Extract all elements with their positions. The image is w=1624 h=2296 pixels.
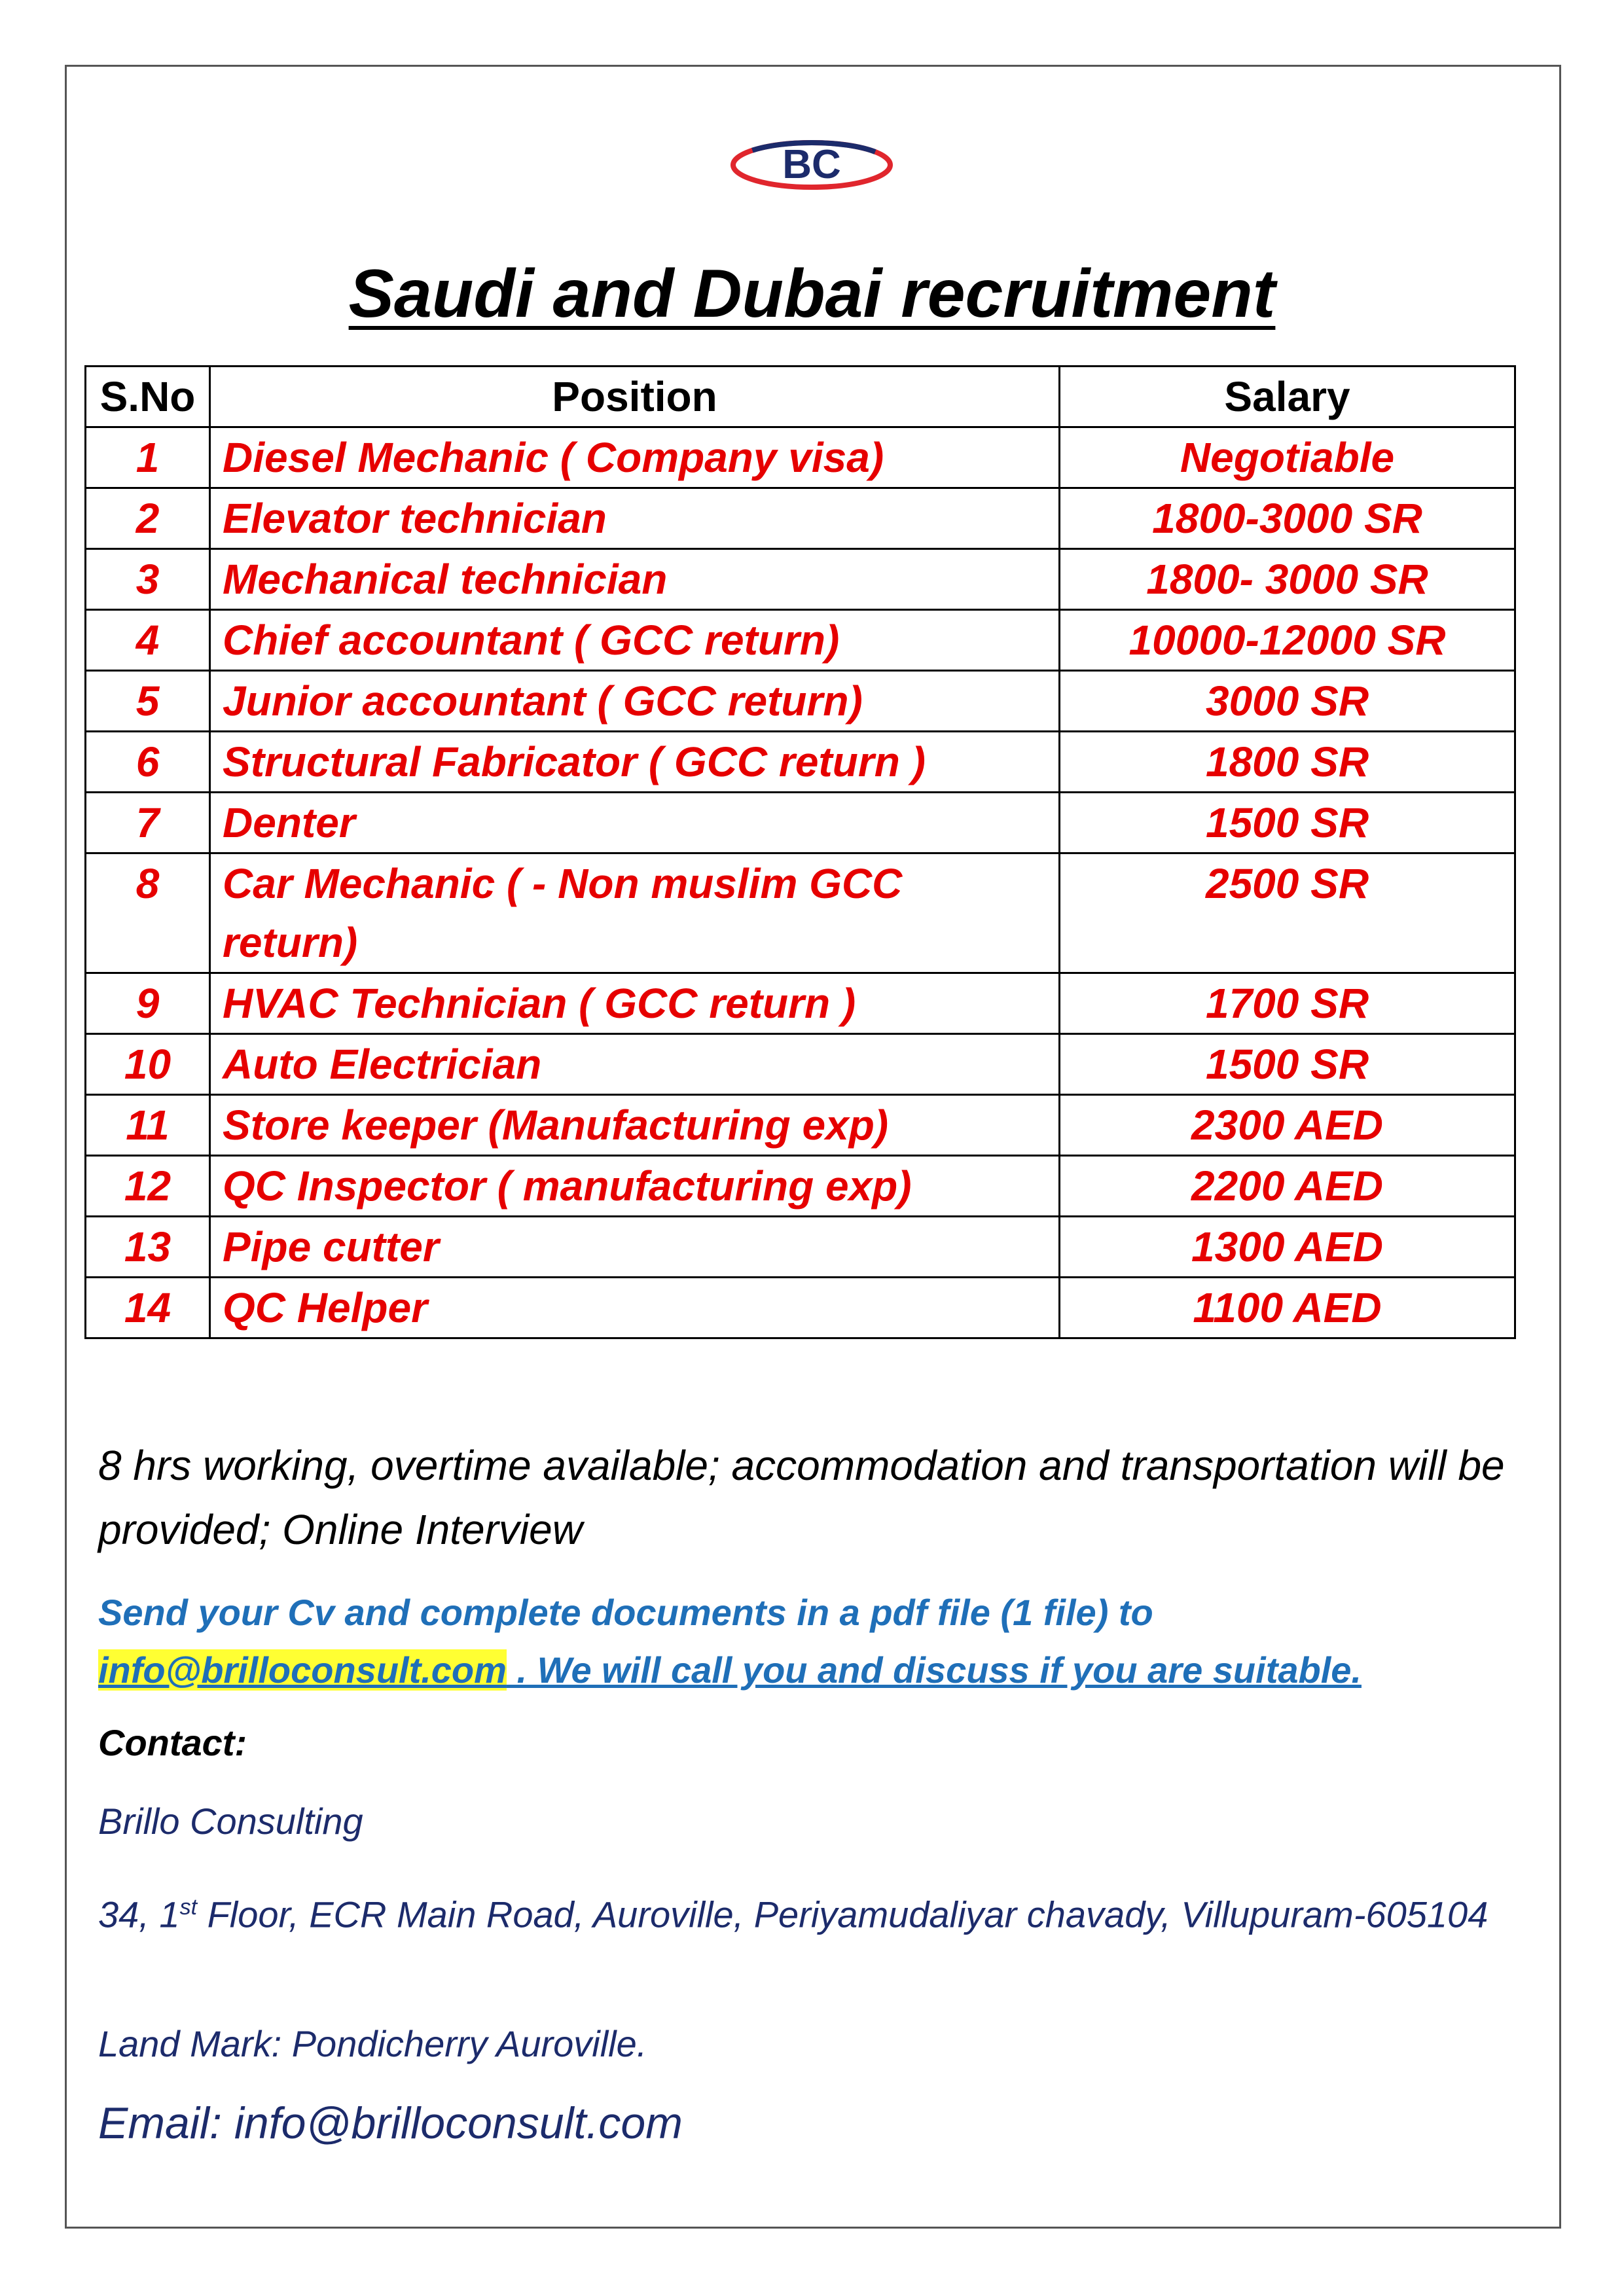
table-header-row	[86, 367, 1515, 427]
row-position: Car Mechanic ( - Non muslim GCC return)	[210, 853, 1060, 973]
contact-email[interactable]: Email: info@brilloconsult.com	[98, 2098, 683, 2148]
row-sno: 1	[86, 427, 210, 488]
row-position: Pipe cutter	[210, 1217, 1060, 1278]
row-position: Denter	[210, 793, 1060, 853]
table-row	[86, 732, 1515, 793]
brillo-logo	[707, 118, 916, 209]
table-row	[86, 973, 1515, 1034]
row-position: Diesel Mechanic ( Company visa)	[210, 427, 1060, 488]
row-salary: 2300 AED	[1060, 1095, 1515, 1156]
table-row	[86, 610, 1515, 671]
row-position: Store keeper (Manufacturing exp)	[210, 1095, 1060, 1156]
row-position: Structural Fabricator ( GCC return )	[210, 732, 1060, 793]
row-salary: 3000 SR	[1060, 671, 1515, 732]
working-conditions-note: 8 hrs working, overtime available; accommodation and transportation will be provided; Online Interview	[98, 1442, 1505, 1553]
contact-heading: Contact:	[98, 1722, 247, 1763]
row-sno: 3	[86, 549, 210, 610]
row-sno: 8	[86, 853, 210, 973]
row-sno: 6	[86, 732, 210, 793]
row-sno: 13	[86, 1217, 210, 1278]
table-row	[86, 1095, 1515, 1156]
row-salary: 1100 AED	[1060, 1278, 1515, 1338]
table-body	[86, 427, 1515, 1338]
table-row	[86, 1034, 1515, 1095]
row-sno: 5	[86, 671, 210, 732]
row-position: Junior accountant ( GCC return)	[210, 671, 1060, 732]
row-position: QC Inspector ( manufacturing exp)	[210, 1156, 1060, 1217]
header-position: Position	[210, 367, 1060, 427]
row-sno: 12	[86, 1156, 210, 1217]
row-position: Auto Electrician	[210, 1034, 1060, 1095]
table-row	[86, 671, 1515, 732]
table-row	[86, 853, 1515, 973]
row-position: Elevator technician	[210, 488, 1060, 549]
row-salary: 10000-12000 SR	[1060, 610, 1515, 671]
row-sno: 10	[86, 1034, 210, 1095]
row-position: HVAC Technician ( GCC return )	[210, 973, 1060, 1034]
send-rest-text: . We will call you and discuss if you are suitable.	[506, 1649, 1362, 1691]
table-row	[86, 1217, 1515, 1278]
row-salary: 1700 SR	[1060, 973, 1515, 1034]
row-salary: 1800- 3000 SR	[1060, 549, 1515, 610]
address-superscript: st	[179, 1895, 198, 1920]
application-email-link[interactable]: info@brilloconsult.com	[98, 1649, 507, 1691]
positions-table	[84, 365, 1516, 1339]
logo-text: BC	[782, 142, 841, 187]
company-address	[98, 1878, 1506, 1944]
row-position: QC Helper	[210, 1278, 1060, 1338]
address-end: Floor, ECR Main Road, Auroville, Periyamudaliyar chavady, Villupuram-605104	[197, 1893, 1489, 1935]
row-salary: 1800 SR	[1060, 732, 1515, 793]
landmark-text: Land Mark: Pondicherry Auroville.	[98, 2023, 647, 2064]
send-lead-text: Send your Cv and complete documents in a pdf file (1 file) to	[98, 1592, 1153, 1633]
table-row	[86, 488, 1515, 549]
table-row	[86, 793, 1515, 853]
row-salary: 1300 AED	[1060, 1217, 1515, 1278]
row-sno: 7	[86, 793, 210, 853]
table-row	[86, 1278, 1515, 1338]
table-row	[86, 1156, 1515, 1217]
application-instructions	[98, 1584, 1506, 1699]
address-start: 34, 1	[98, 1893, 180, 1935]
row-sno: 14	[86, 1278, 210, 1338]
row-salary: 1500 SR	[1060, 1034, 1515, 1095]
company-name: Brillo Consulting	[98, 1801, 363, 1842]
row-sno: 11	[86, 1095, 210, 1156]
row-salary: 1800-3000 SR	[1060, 488, 1515, 549]
page-title: Saudi and Dubai recruitment	[348, 256, 1276, 332]
row-salary: 1500 SR	[1060, 793, 1515, 853]
row-salary: 2200 AED	[1060, 1156, 1515, 1217]
row-salary: Negotiable	[1060, 427, 1515, 488]
header-salary: Salary	[1060, 367, 1515, 427]
row-salary: 2500 SR	[1060, 853, 1515, 973]
row-position: Chief accountant ( GCC return)	[210, 610, 1060, 671]
row-sno: 2	[86, 488, 210, 549]
table-row	[86, 549, 1515, 610]
table-row	[86, 427, 1515, 488]
row-position: Mechanical technician	[210, 549, 1060, 610]
row-sno: 4	[86, 610, 210, 671]
row-sno: 9	[86, 973, 210, 1034]
header-sno: S.No	[86, 367, 210, 427]
